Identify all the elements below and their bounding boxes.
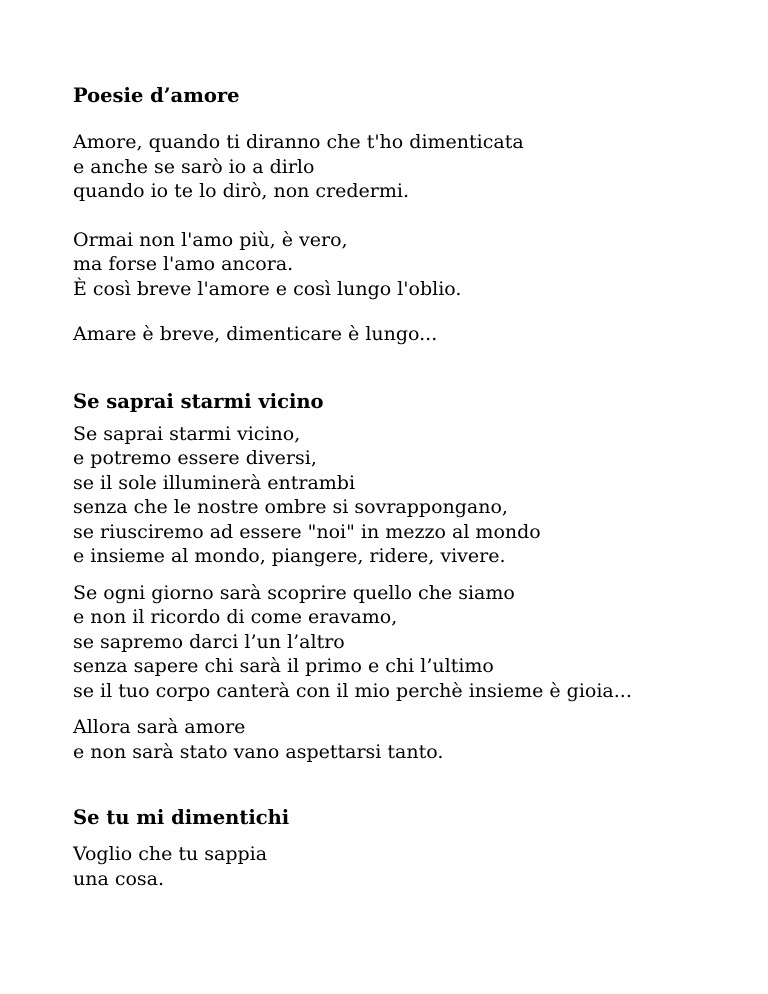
stanza [73, 581, 753, 704]
section-title: Se tu mi dimentichi [73, 806, 290, 829]
stanza [73, 228, 753, 302]
poem-line: Se ogni giorno sarà scoprire quello che siamo [73, 581, 515, 604]
poem-line: e anche se sarò io a dirlo [73, 155, 315, 178]
poem-line: Se saprai starmi vicino, [73, 422, 301, 445]
poem-line: Allora sarà amore [73, 716, 246, 738]
stanza [73, 422, 753, 569]
poem-line: una cosa. [73, 867, 165, 890]
poem-line: ma forse l'amo ancora. [73, 253, 294, 275]
section-title: Poesie d’amore [73, 84, 240, 107]
poem-line: se riusciremo ad essere "noi" in mezzo al mondo [73, 520, 541, 543]
poem-line: e non il ricordo di come eravamo, [73, 606, 398, 628]
section-title: Se saprai starmi vicino [73, 389, 324, 413]
stanza [73, 715, 753, 764]
poem-line: e potremo essere diversi, [73, 447, 317, 469]
poem-line: Ormai non l'amo più, è vero, [73, 228, 348, 251]
poem-document [73, 82, 753, 891]
poem-line: Amore, quando ti diranno che t'ho dimenticata [73, 131, 524, 153]
stanza [73, 322, 753, 347]
stanza [73, 842, 753, 891]
stanza [73, 130, 753, 204]
poem-line: se il sole illuminerà entrambi [73, 471, 356, 494]
poem-line: senza che le nostre ombre si sovrappongano, [73, 496, 508, 518]
poem-line: È così breve l'amore e così lungo l'oblio. [73, 277, 462, 300]
poem-line: Voglio che tu sappia [73, 843, 268, 865]
poem-line: se sapremo darci l’un l’altro [73, 630, 345, 653]
poem-line: quando io te lo dirò, non credermi. [73, 180, 410, 202]
poem-line: e non sarà stato vano aspettarsi tanto. [73, 740, 444, 763]
poem-line: senza sapere chi sarà il primo e chi l’ultimo [73, 655, 494, 677]
poem-line: Amare è breve, dimenticare è lungo... [73, 323, 438, 345]
poem-line: se il tuo corpo canterà con il mio perchè insieme è gioia... [73, 679, 632, 702]
poem-line: e insieme al mondo, piangere, ridere, vivere. [73, 545, 506, 567]
